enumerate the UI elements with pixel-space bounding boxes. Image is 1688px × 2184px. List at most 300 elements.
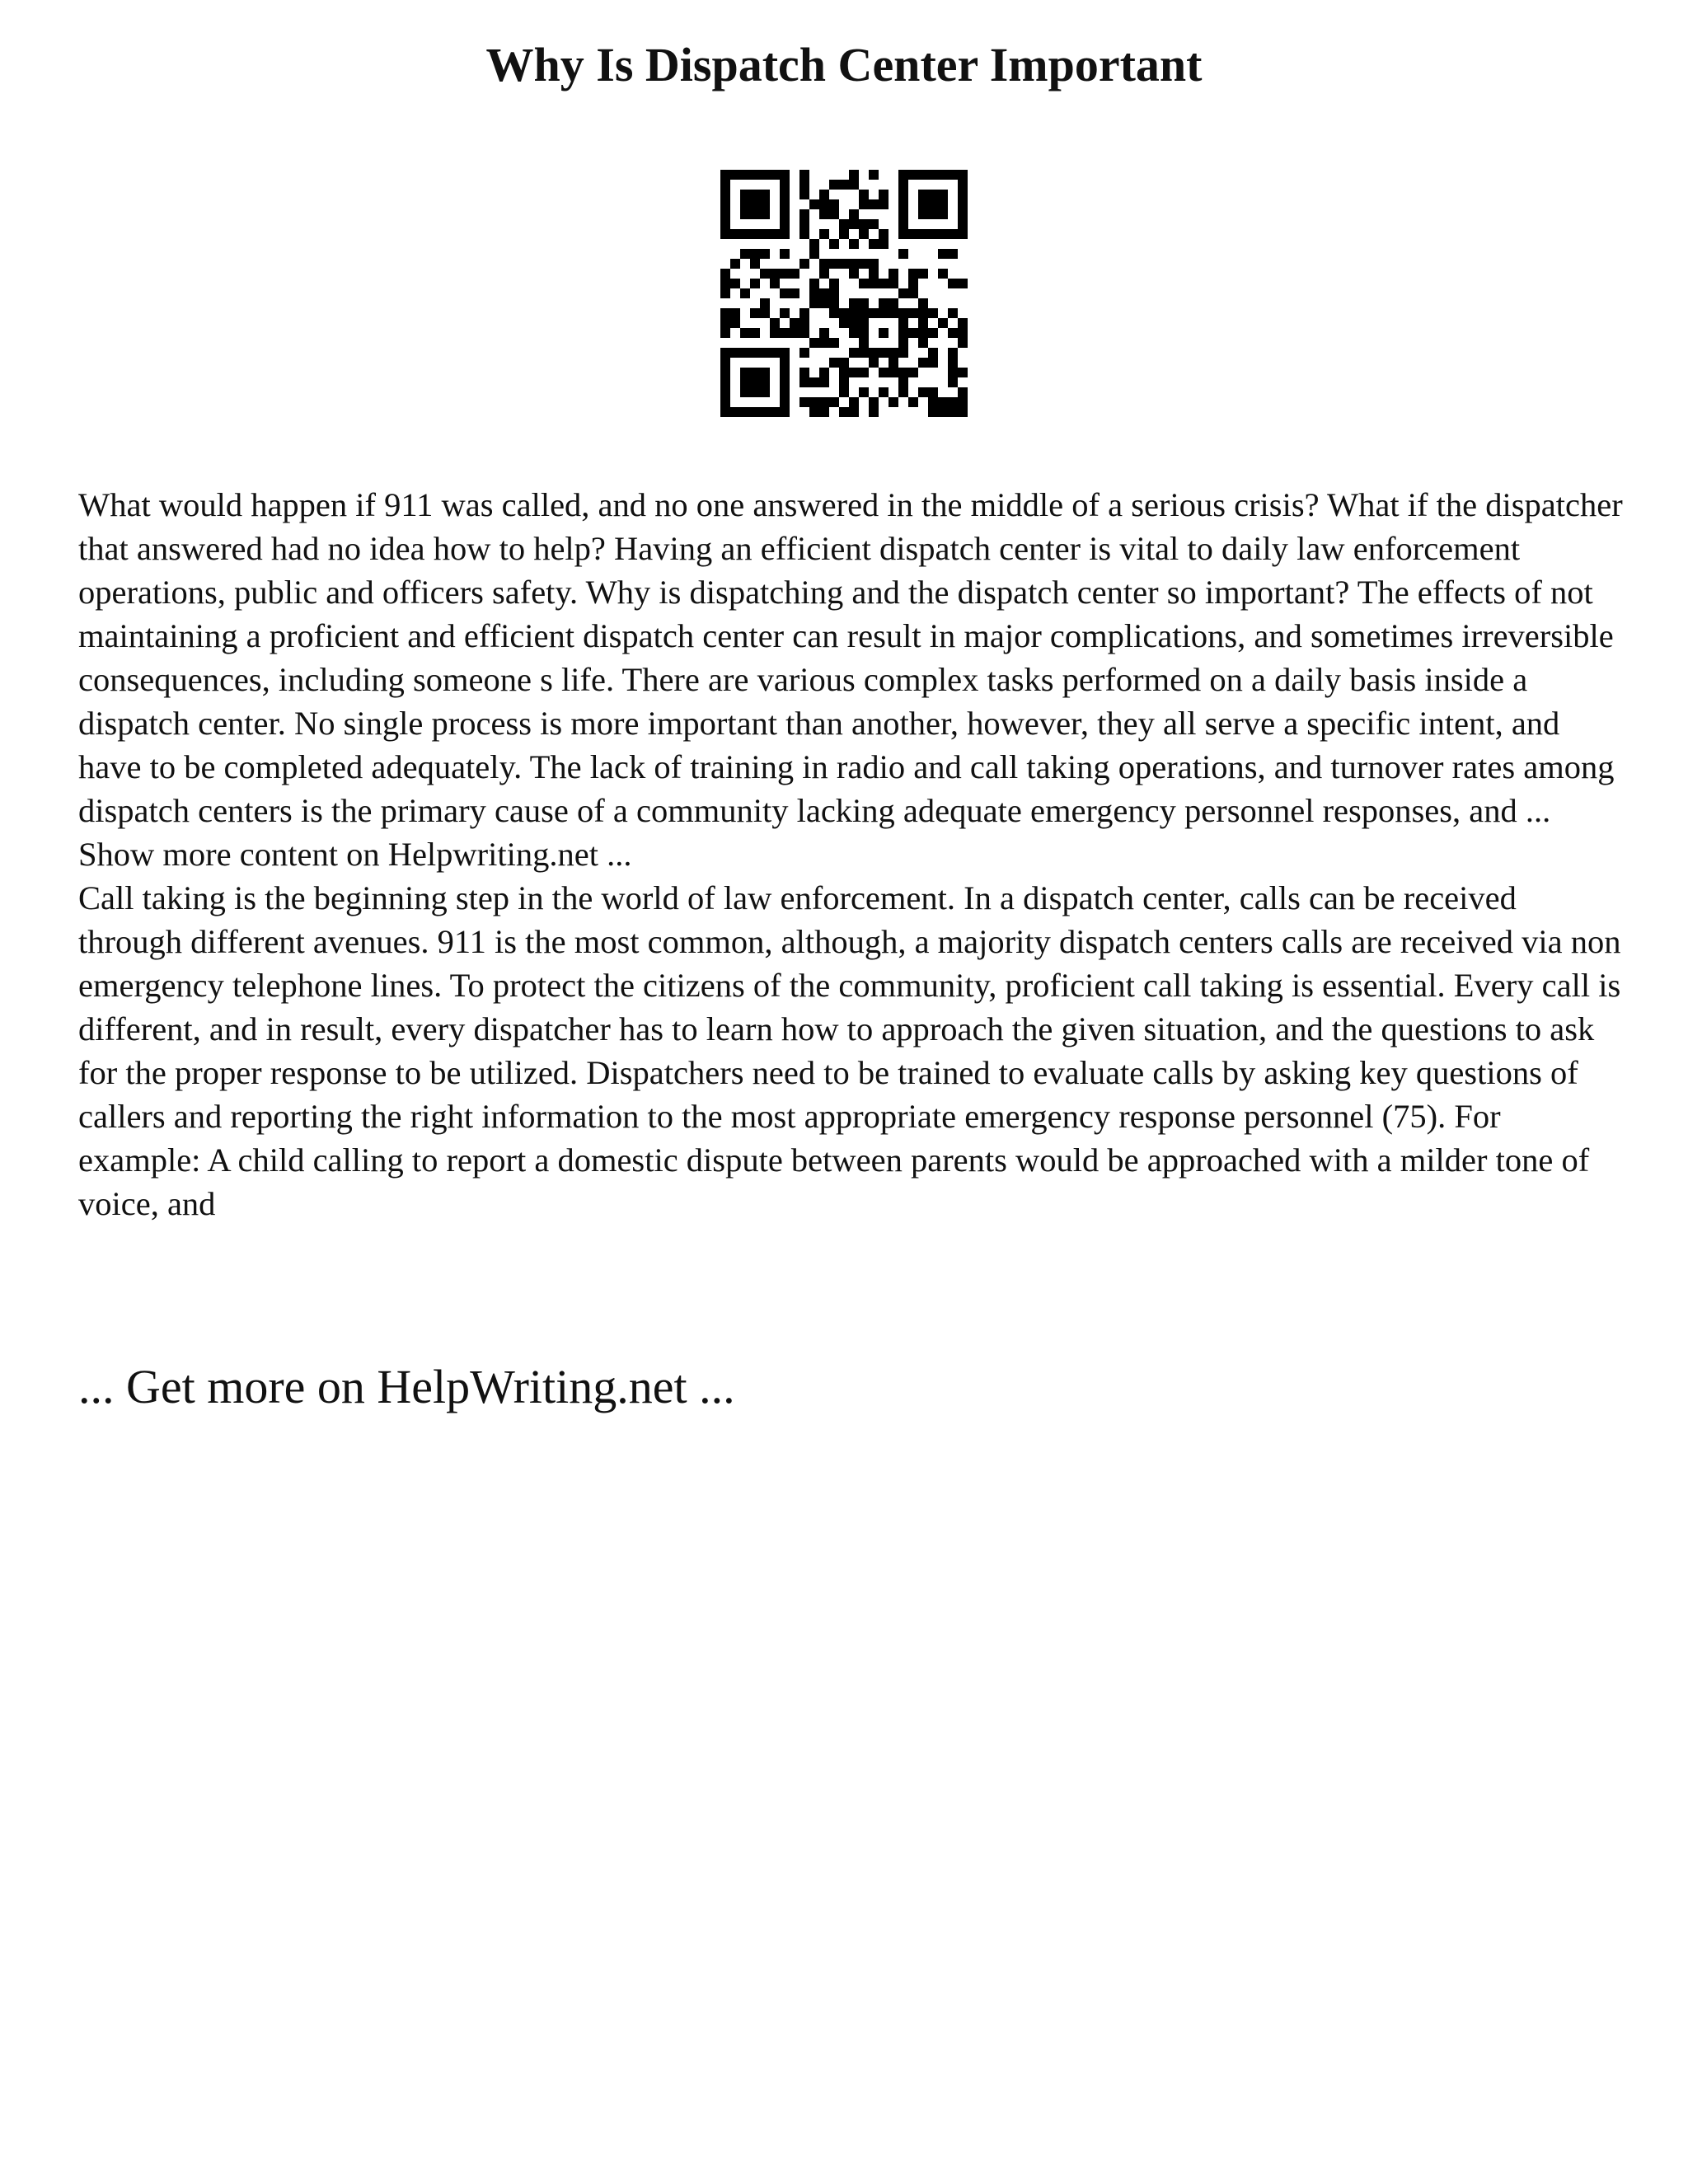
qr-module xyxy=(898,249,908,259)
qr-module xyxy=(780,407,790,417)
qr-module xyxy=(908,170,918,180)
qr-module xyxy=(948,377,958,387)
qr-module xyxy=(819,368,829,377)
qr-module xyxy=(958,397,968,407)
qr-module xyxy=(869,219,879,229)
qr-module xyxy=(948,368,958,377)
qr-module xyxy=(918,190,928,199)
qr-module xyxy=(720,219,730,229)
qr-module xyxy=(780,219,790,229)
qr-module xyxy=(740,377,750,387)
qr-module xyxy=(928,348,938,358)
qr-module xyxy=(849,348,859,358)
qr-module xyxy=(780,377,790,387)
qr-module xyxy=(958,219,968,229)
qr-module xyxy=(839,368,849,377)
qr-module xyxy=(898,308,908,318)
qr-module xyxy=(799,190,809,199)
qr-module xyxy=(760,199,770,209)
qr-module xyxy=(908,328,918,338)
qr-module xyxy=(839,308,849,318)
qr-module xyxy=(740,288,750,298)
qr-module xyxy=(730,259,740,269)
qr-module xyxy=(859,190,869,199)
qr-module xyxy=(898,288,908,298)
qr-module xyxy=(809,288,819,298)
qr-module xyxy=(799,229,809,239)
qr-module xyxy=(859,318,869,328)
qr-module xyxy=(809,249,819,259)
qr-module xyxy=(770,279,780,288)
qr-module xyxy=(849,308,859,318)
qr-module xyxy=(948,249,958,259)
qr-module xyxy=(938,249,948,259)
qr-module xyxy=(849,298,859,308)
qr-module xyxy=(849,239,859,249)
qr-module xyxy=(829,358,839,368)
qr-module xyxy=(849,318,859,328)
article-body xyxy=(78,483,1628,1226)
qr-module xyxy=(799,328,809,338)
qr-module xyxy=(849,209,859,219)
qr-module xyxy=(849,397,859,407)
qr-module xyxy=(790,288,799,298)
qr-module xyxy=(879,190,889,199)
qr-module xyxy=(849,407,859,417)
qr-module xyxy=(799,397,809,407)
qr-module xyxy=(730,308,740,318)
qr-module xyxy=(938,229,948,239)
qr-module xyxy=(740,328,750,338)
qr-module xyxy=(958,229,968,239)
qr-module xyxy=(720,170,730,180)
qr-module xyxy=(859,308,869,318)
qr-module xyxy=(819,190,829,199)
get-more-link[interactable]: ... Get more on HelpWriting.net ... xyxy=(78,1360,735,1413)
qr-module xyxy=(908,279,918,288)
qr-module xyxy=(958,279,968,288)
qr-module xyxy=(799,368,809,377)
qr-module xyxy=(809,397,819,407)
qr-module xyxy=(740,249,750,259)
qr-module xyxy=(928,358,938,368)
qr-module xyxy=(958,199,968,209)
qr-module xyxy=(889,368,898,377)
qr-module xyxy=(750,259,760,269)
qr-module xyxy=(740,170,750,180)
qr-module xyxy=(770,229,780,239)
qr-module xyxy=(898,190,908,199)
qr-module xyxy=(720,387,730,397)
qr-module xyxy=(790,318,799,328)
qr-module xyxy=(918,328,928,338)
qr-module xyxy=(760,190,770,199)
qr-module xyxy=(720,279,730,288)
qr-module xyxy=(948,328,958,338)
qr-module xyxy=(780,209,790,219)
document-title: Why Is Dispatch Center Important xyxy=(485,38,1203,91)
qr-module xyxy=(928,308,938,318)
qr-module xyxy=(869,269,879,279)
qr-module xyxy=(809,279,819,288)
qr-module xyxy=(889,279,898,288)
qr-module xyxy=(809,199,819,209)
qr-module xyxy=(928,170,938,180)
qr-module xyxy=(839,219,849,229)
qr-module xyxy=(839,377,849,387)
qr-module xyxy=(839,407,849,417)
qr-module xyxy=(928,229,938,239)
qr-module xyxy=(859,368,869,377)
qr-module xyxy=(918,318,928,328)
qr-module xyxy=(750,199,760,209)
qr-module xyxy=(720,358,730,368)
qr-module xyxy=(819,407,829,417)
qr-module xyxy=(859,219,869,229)
qr-module xyxy=(859,348,869,358)
qr-module xyxy=(938,269,948,279)
qr-module xyxy=(740,199,750,209)
qr-module xyxy=(898,348,908,358)
qr-module xyxy=(948,407,958,417)
qr-module xyxy=(740,387,750,397)
qr-module xyxy=(819,229,829,239)
qr-module xyxy=(958,190,968,199)
qr-module xyxy=(918,298,928,308)
qr-module xyxy=(799,209,809,219)
qr-module xyxy=(780,249,790,259)
qr-module xyxy=(819,259,829,269)
qr-module xyxy=(750,170,760,180)
qr-module xyxy=(819,377,829,387)
qr-module xyxy=(908,308,918,318)
qr-module xyxy=(730,407,740,417)
qr-module xyxy=(918,209,928,219)
qr-module xyxy=(720,308,730,318)
qr-module xyxy=(889,397,898,407)
qr-module xyxy=(938,190,948,199)
qr-module xyxy=(879,298,889,308)
qr-module xyxy=(958,180,968,190)
qr-module xyxy=(720,180,730,190)
qr-module xyxy=(938,199,948,209)
qr-module xyxy=(730,318,740,328)
qr-module xyxy=(770,170,780,180)
qr-module xyxy=(829,298,839,308)
qr-module xyxy=(918,358,928,368)
qr-module xyxy=(948,308,958,318)
qr-module xyxy=(809,377,819,387)
qr-module xyxy=(780,180,790,190)
qr-module xyxy=(799,318,809,328)
qr-module xyxy=(938,170,948,180)
qr-module xyxy=(819,338,829,348)
qr-module xyxy=(918,229,928,239)
qr-module xyxy=(760,348,770,358)
qr-module xyxy=(849,259,859,269)
qr-module xyxy=(938,397,948,407)
qr-module xyxy=(770,269,780,279)
qr-module xyxy=(879,239,889,249)
qr-module xyxy=(770,348,780,358)
qr-module xyxy=(908,288,918,298)
qr-module xyxy=(958,387,968,397)
qr-module xyxy=(760,298,770,308)
qr-module xyxy=(760,377,770,387)
qr-module xyxy=(869,199,879,209)
qr-module xyxy=(760,387,770,397)
qr-module xyxy=(780,368,790,377)
qr-module xyxy=(829,338,839,348)
qr-module xyxy=(839,387,849,397)
qr-module xyxy=(750,249,760,259)
qr-module xyxy=(809,407,819,417)
qr-module xyxy=(839,259,849,269)
qr-module xyxy=(879,328,889,338)
qr-module xyxy=(829,288,839,298)
qr-module xyxy=(879,368,889,377)
qr-module xyxy=(799,308,809,318)
qr-module xyxy=(948,348,958,358)
qr-module xyxy=(780,308,790,318)
qr-module xyxy=(760,229,770,239)
qr-module xyxy=(720,407,730,417)
qr-module xyxy=(799,170,809,180)
qr-module xyxy=(730,279,740,288)
qr-module xyxy=(918,338,928,348)
qr-module xyxy=(869,279,879,288)
qr-module xyxy=(809,338,819,348)
qr-module xyxy=(849,368,859,377)
qr-module xyxy=(770,328,780,338)
qr-module xyxy=(740,368,750,377)
qr-module xyxy=(760,368,770,377)
qr-module xyxy=(928,209,938,219)
qr-module xyxy=(720,377,730,387)
qr-module xyxy=(740,229,750,239)
qr-module xyxy=(938,209,948,219)
qr-module xyxy=(869,259,879,269)
qr-module xyxy=(780,328,790,338)
qr-module xyxy=(750,377,760,387)
qr-module xyxy=(948,279,958,288)
qr-module xyxy=(938,407,948,417)
qr-module xyxy=(928,407,938,417)
qr-module xyxy=(780,269,790,279)
qr-module xyxy=(720,199,730,209)
qr-module xyxy=(819,199,829,209)
qr-module xyxy=(720,368,730,377)
qr-module xyxy=(750,328,760,338)
qr-module xyxy=(928,328,938,338)
qr-module xyxy=(958,170,968,180)
qr-module xyxy=(780,397,790,407)
qr-module xyxy=(819,288,829,298)
qr-module xyxy=(908,229,918,239)
qr-module xyxy=(819,397,829,407)
qr-module xyxy=(898,328,908,338)
qr-module xyxy=(760,209,770,219)
qr-module xyxy=(869,348,879,358)
qr-module xyxy=(720,229,730,239)
qr-module xyxy=(839,358,849,368)
qr-module xyxy=(928,199,938,209)
qr-module xyxy=(740,348,750,358)
qr-module xyxy=(720,288,730,298)
qr-module xyxy=(799,348,809,358)
qr-module xyxy=(740,407,750,417)
qr-module xyxy=(898,199,908,209)
qr-module xyxy=(720,269,730,279)
qr-module xyxy=(898,180,908,190)
qr-module xyxy=(730,348,740,358)
qr-module xyxy=(750,348,760,358)
qr-module xyxy=(750,407,760,417)
qr-module xyxy=(958,368,968,377)
qr-module xyxy=(770,407,780,417)
qr-module xyxy=(908,368,918,377)
qr-module xyxy=(958,209,968,219)
qr-module xyxy=(918,170,928,180)
qr-module xyxy=(760,407,770,417)
qr-module xyxy=(928,190,938,199)
qr-module xyxy=(849,269,859,279)
qr-module xyxy=(958,338,968,348)
qr-module xyxy=(799,377,809,387)
qr-module xyxy=(750,387,760,397)
qr-module xyxy=(720,328,730,338)
qr-module xyxy=(780,358,790,368)
qr-module xyxy=(889,269,898,279)
qr-module xyxy=(750,209,760,219)
qr-module xyxy=(720,190,730,199)
qr-module xyxy=(898,229,908,239)
qr-module xyxy=(839,229,849,239)
qr-module xyxy=(819,328,829,338)
qr-module xyxy=(740,190,750,199)
qr-module xyxy=(750,190,760,199)
paragraph-2: Call taking is the beginning step in the world of law enforcement. In a dispatch center, calls can be received through different avenues. 911 is the most common, although, a majority dispatch centers calls are received via non emergency telephone lines. To protect the citizens of the community, proficient call taking is essential. Every call is different, and in result, every dispatcher has to learn how to approach the given situation, and the questions to ask for the proper response to be utilized. Dispatchers need to be trained to evaluate calls by asking key questions of callers and reporting the right information to the most appropriate emergency response personnel (75). For example: A child calling to report a domestic dispute between parents would be approached with a milder tone of voice, and xyxy=(78,879,1621,1222)
qr-module xyxy=(879,199,889,209)
qr-module xyxy=(760,308,770,318)
qr-module xyxy=(879,229,889,239)
qr-module xyxy=(809,239,819,249)
qr-module xyxy=(879,387,889,397)
qr-module xyxy=(898,219,908,229)
qr-module xyxy=(819,269,829,279)
qr-module xyxy=(750,229,760,239)
qr-module xyxy=(889,298,898,308)
qr-module xyxy=(898,368,908,377)
qr-module xyxy=(928,397,938,407)
qr-module xyxy=(898,338,908,348)
qr-module xyxy=(730,170,740,180)
qr-module xyxy=(869,358,879,368)
qr-module xyxy=(889,358,898,368)
qr-module xyxy=(859,338,869,348)
qr-module xyxy=(829,199,839,209)
qr-module xyxy=(889,348,898,358)
qr-module xyxy=(898,170,908,180)
qr-module xyxy=(720,318,730,328)
qr-module xyxy=(760,249,770,259)
qr-module xyxy=(898,318,908,328)
qr-module xyxy=(829,239,839,249)
qr-module xyxy=(879,348,889,358)
qr-module xyxy=(780,288,790,298)
qr-module xyxy=(859,387,869,397)
qr-module xyxy=(849,170,859,180)
qr-module xyxy=(790,328,799,338)
qr-module xyxy=(869,170,879,180)
qr-module xyxy=(948,358,958,368)
qr-module xyxy=(849,219,859,229)
qr-module xyxy=(819,298,829,308)
qr-module xyxy=(898,209,908,219)
qr-module xyxy=(918,308,928,318)
qr-module xyxy=(898,377,908,387)
qr-module xyxy=(879,308,889,318)
qr-code-icon[interactable] xyxy=(720,170,968,417)
qr-module xyxy=(869,407,879,417)
qr-module xyxy=(790,269,799,279)
qr-module xyxy=(908,269,918,279)
qr-module xyxy=(819,209,829,219)
qr-module xyxy=(720,348,730,358)
qr-module xyxy=(740,209,750,219)
qr-module xyxy=(780,170,790,180)
qr-module xyxy=(918,387,928,397)
qr-module xyxy=(839,318,849,328)
qr-module xyxy=(849,180,859,190)
qr-module xyxy=(859,199,869,209)
qr-module xyxy=(780,387,790,397)
qr-module xyxy=(829,397,839,407)
qr-module xyxy=(948,229,958,239)
qr-module xyxy=(829,209,839,219)
qr-module xyxy=(859,328,869,338)
qr-module xyxy=(780,199,790,209)
qr-module xyxy=(760,269,770,279)
qr-module xyxy=(809,298,819,308)
qr-module xyxy=(829,180,839,190)
qr-module xyxy=(869,308,879,318)
qr-module xyxy=(720,209,730,219)
qr-module xyxy=(889,308,898,318)
qr-module xyxy=(780,348,790,358)
qr-module xyxy=(859,259,869,269)
qr-module xyxy=(948,170,958,180)
qr-module xyxy=(799,259,809,269)
qr-module xyxy=(938,318,948,328)
paragraph-1: What would happen if 911 was called, and no one answered in the middle of a serious crisis? What if the dispatcher that answered had no idea how to help? Having an efficient dispatch center is vital to daily law enforcement operations, public and officers safety. Why is dispatching and the dispatch center so important? The effects of not maintaining a proficient and efficient dispatch center can result in major complications, and sometimes irreversible consequences, including someone s life. There are various complex tasks performed on a daily basis inside a dispatch center. No single process is more important than another, however, they all serve a specific intent, and have to be completed adequately. The lack of training in radio and call taking operations, and turnover rates among dispatch centers is the primary cause of a community lacking adequate emergency personnel responses, and ... Show more content on Helpwriting.net ... xyxy=(78,486,1623,873)
qr-module xyxy=(750,279,760,288)
qr-module xyxy=(958,328,968,338)
qr-module xyxy=(839,180,849,190)
qr-module xyxy=(829,259,839,269)
qr-module xyxy=(859,279,869,288)
qr-module xyxy=(780,229,790,239)
qr-module xyxy=(958,318,968,328)
qr-module xyxy=(720,397,730,407)
qr-module xyxy=(750,368,760,377)
qr-module xyxy=(750,308,760,318)
qr-module xyxy=(799,219,809,229)
qr-module xyxy=(918,269,928,279)
qr-module xyxy=(879,279,889,288)
qr-module xyxy=(898,387,908,397)
qr-module xyxy=(918,199,928,209)
